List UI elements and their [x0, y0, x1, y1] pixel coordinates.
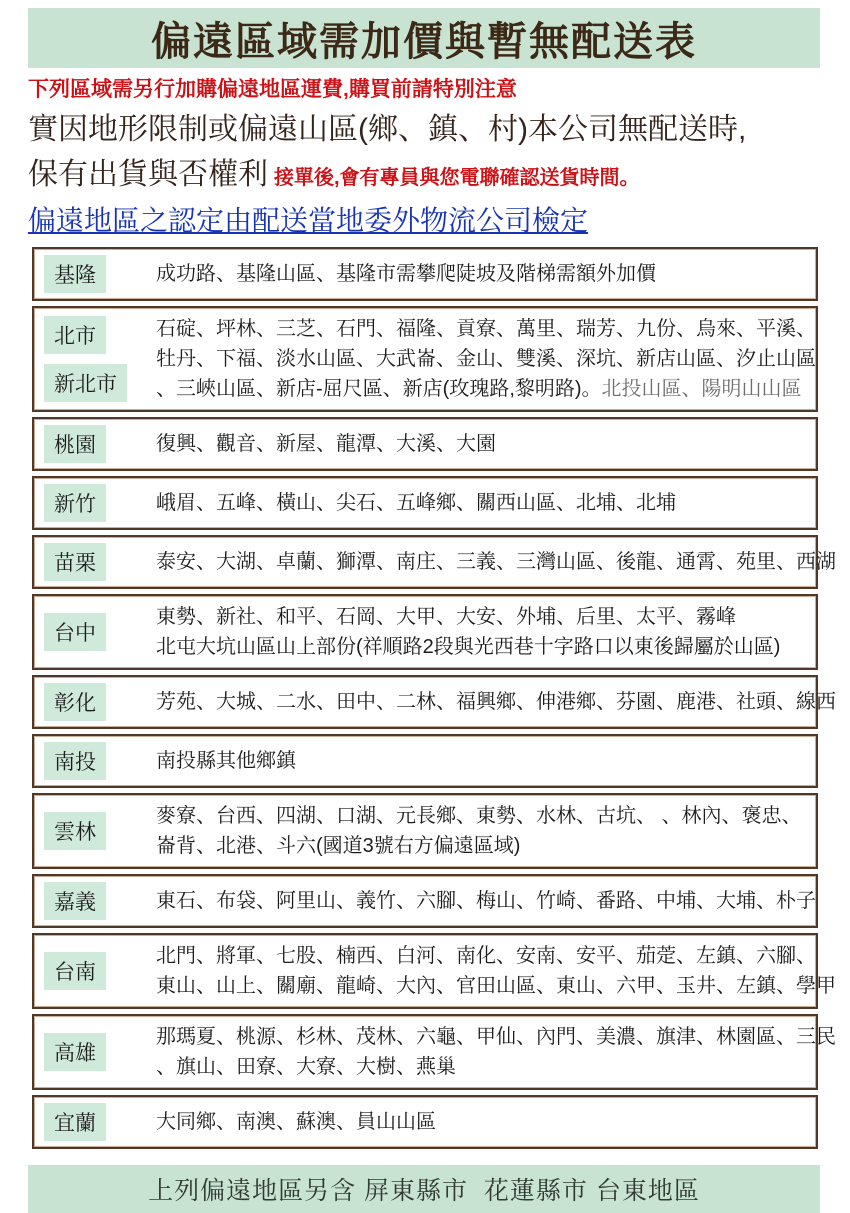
region-label-column [44, 255, 144, 293]
area-list-segment: 南投縣其他鄉鎮 [156, 750, 296, 772]
region-label-column [44, 952, 144, 990]
area-list-segment: 那瑪夏、桃源、杉林、茂林、六龜、甲仙、內門、美濃、旗津、林園區、三民 [156, 1026, 836, 1048]
table-row [32, 594, 818, 670]
region-table [32, 247, 836, 1149]
notice-line-2-red: 接單後,會有專員與您電聯確認送貨時間。 [274, 167, 640, 189]
table-row [32, 306, 818, 412]
region-area-list [144, 602, 808, 662]
region-label: 桃園 [44, 425, 106, 463]
region-label: 苗栗 [44, 543, 106, 581]
region-label-column [44, 882, 144, 920]
area-list-segment: 東勢、新社、和平、石岡、大甲、大安、外埔、后里、太平、霧峰 [156, 606, 736, 628]
region-label-column [44, 543, 144, 581]
region-label: 新北市 [44, 364, 127, 402]
region-label: 高雄 [44, 1033, 106, 1071]
title-banner [28, 8, 820, 68]
area-list-segment: 北門、將軍、七股、楠西、白河、南化、安南、安平、茄萣、左鎮、六腳、 [156, 945, 816, 967]
table-row [32, 247, 818, 301]
region-label: 北市 [44, 316, 106, 354]
area-list-segment: 、旗山、田寮、大寮、大樹、燕巢 [156, 1056, 456, 1078]
region-label: 南投 [44, 742, 106, 780]
area-list-line [156, 547, 836, 577]
region-label: 宜蘭 [44, 1103, 106, 1141]
area-list-line [156, 344, 816, 374]
area-list-segment: 石碇、坪林、三芝、石門、福隆、貢寮、萬里、瑞芳、九份、烏來、平溪、 [156, 318, 816, 340]
region-label-column [44, 425, 144, 463]
area-list-segment: 大同鄉、南澳、蘇澳、員山山區 [156, 1111, 436, 1133]
notice-line-2-main: 保有出貨與否權利 [28, 158, 268, 191]
footer-banner [28, 1165, 820, 1213]
area-list-line [156, 941, 836, 971]
table-row [32, 874, 818, 928]
region-label-column [44, 812, 144, 850]
area-list-line [156, 801, 808, 831]
area-list-segment: 麥寮、台西、四湖、口湖、元長鄉、東勢、水林、古坑、 、林內、褒忠、 [156, 805, 802, 827]
area-list-segment: 、三峽山區、新店-屈尺區、新店(玫瑰路,黎明路)。 [156, 378, 602, 400]
notice-line-2 [28, 152, 820, 201]
area-list-segment: 芳苑、大城、二水、田中、二林、福興鄉、伸港鄉、芬園、鹿港、社頭、線西 [156, 691, 836, 713]
region-label-column [44, 484, 144, 522]
notice-blue-line: 偏遠地區之認定由配送當地委外物流公司檢定 [28, 205, 589, 236]
area-list-line [156, 971, 836, 1001]
area-list-line [156, 746, 808, 776]
area-list-line [156, 488, 808, 518]
region-label-column [44, 316, 144, 402]
region-area-list [144, 314, 816, 404]
area-list-line [156, 259, 808, 289]
region-area-list [144, 1107, 808, 1137]
notice-line-1: 實因地形限制或偏遠山區(鄉、鎮、村)本公司無配送時, [28, 113, 747, 146]
region-label-column [44, 1033, 144, 1071]
region-area-list [144, 488, 808, 518]
region-area-list [144, 1022, 836, 1082]
region-area-list [144, 886, 816, 916]
area-list-segment: 東石、布袋、阿里山、義竹、六腳、梅山、竹崎、番路、中埔、大埔、朴子 [156, 890, 816, 912]
area-list-line [156, 632, 808, 662]
area-list-segment: 崙背、北港、斗六(國道3號右方偏遠區域) [156, 835, 521, 857]
region-label: 新竹 [44, 484, 106, 522]
area-list-segment: 復興、觀音、新屋、龍潭、大溪、大園 [156, 433, 496, 455]
table-row [32, 933, 836, 1009]
table-row [32, 1095, 818, 1149]
area-list-line [156, 886, 816, 916]
table-row [32, 793, 818, 869]
area-list-line [156, 1107, 808, 1137]
table-row [32, 734, 818, 788]
table-row [32, 476, 818, 530]
region-area-list [144, 259, 808, 289]
region-area-list [144, 746, 808, 776]
table-row [32, 675, 836, 729]
area-list-line [156, 429, 808, 459]
region-label: 基隆 [44, 255, 106, 293]
region-label: 雲林 [44, 812, 106, 850]
region-label-column [44, 683, 144, 721]
area-list-line [156, 374, 816, 404]
region-label: 彰化 [44, 683, 106, 721]
region-area-list [144, 429, 808, 459]
table-row [32, 417, 818, 471]
region-area-list [144, 941, 836, 1001]
region-label-column [44, 613, 144, 651]
area-list-line [156, 1022, 836, 1052]
area-list-segment: 牡丹、下福、淡水山區、大武崙、金山、雙溪、深坑、新店山區、汐止山區 [156, 348, 816, 370]
area-list-line [156, 1052, 836, 1082]
area-list-segment: 成功路、基隆山區、基隆市需攀爬陡坡及階梯需額外加價 [156, 263, 656, 285]
area-list-line [156, 831, 808, 861]
region-label: 台南 [44, 952, 106, 990]
region-area-list [144, 801, 808, 861]
warning-text: 下列區域需另行加購偏遠地區運費,購買前請特別注意 [28, 78, 517, 101]
area-list-segment: 北屯大坑山區山上部份(祥順路2段與光西巷十字路口以東後歸屬於山區) [156, 636, 781, 658]
area-list-muted-segment: 北投山區、陽明山山區 [601, 378, 802, 400]
area-list-line [156, 602, 808, 632]
area-list-line [156, 687, 836, 717]
region-label: 嘉義 [44, 882, 106, 920]
region-label-column [44, 1103, 144, 1141]
page-title: 偏遠區域需加價與暫無配送表 [151, 19, 697, 64]
footer-text: 上列偏遠地區另含 屏東縣市 花蓮縣市 台東地區 [148, 1177, 700, 1205]
region-area-list [144, 547, 836, 577]
area-list-segment: 峨眉、五峰、橫山、尖石、五峰鄉、關西山區、北埔、北埔 [156, 492, 676, 514]
area-list-segment: 泰安、大湖、卓蘭、獅潭、南庄、三義、三灣山區、後龍、通霄、苑里、西湖 [156, 551, 836, 573]
table-row [32, 1014, 836, 1090]
region-label: 台中 [44, 613, 106, 651]
region-label-column [44, 742, 144, 780]
table-row [32, 535, 836, 589]
area-list-segment: 東山、山上、關廟、龍崎、大內、官田山區、東山、六甲、玉井、左鎮、學甲 [156, 975, 836, 997]
area-list-line [156, 314, 816, 344]
region-area-list [144, 687, 836, 717]
